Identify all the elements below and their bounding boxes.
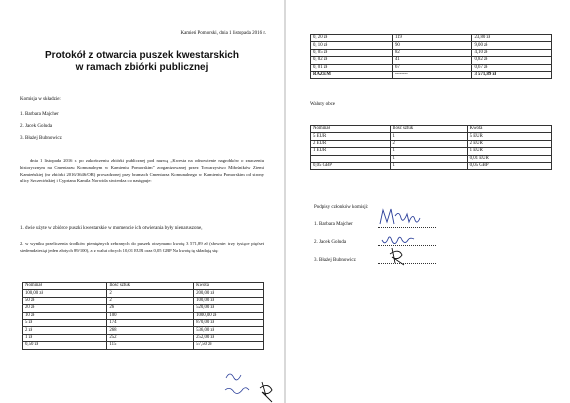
cell: 174 <box>107 319 194 326</box>
cell: 200,00 zł <box>194 290 264 297</box>
cell <box>311 155 391 162</box>
cell: 1 <box>390 155 467 162</box>
intro-paragraph: dnia 1 listopada 2016 r. po zakończeniu zbiórki publicznej pod nazwą „Kwesta na odnowienie nagrobków o znaczeniu historycznym na Cmentarzu Komunalnym w Kamieniu Pomorskim” zorganizowanej przez Towarzystwo Miłośników Ziemi Kamieńskiej (nr zbiórki 2016/3646/OR) prowadzonej przy bramach Cmentarza Komunalnego w Kamieniu Pomorskim od strony ulicy Szczecińskiej i Cypriana Kamila Norwida stwierdza co następuje: <box>20 158 264 184</box>
header-cell: Kwota <box>467 126 551 133</box>
cell: 252,00 zł <box>194 334 264 341</box>
cell: 2 <box>107 297 194 304</box>
cell: 0,05 GBP <box>311 162 391 169</box>
cell: 2 EUR <box>467 140 551 147</box>
table-row <box>23 319 264 326</box>
signature-1 <box>378 206 422 228</box>
table-row <box>311 133 552 140</box>
table-row <box>311 155 552 162</box>
table-row <box>311 42 552 49</box>
table-row <box>311 140 552 147</box>
cell: 26 <box>107 305 194 312</box>
cell: 119 <box>392 35 472 42</box>
cell: 2 <box>390 140 467 147</box>
cell: 57,50 zł <box>194 342 264 349</box>
table-row <box>311 49 552 56</box>
header-cell: Nominał <box>23 283 107 290</box>
cell: 23,80 zł <box>472 35 552 42</box>
cell: 0,50 zł <box>23 342 107 349</box>
table-row <box>23 312 264 319</box>
cell: 5 zł <box>23 319 107 326</box>
table-header-row <box>23 283 264 290</box>
cell: 0, 01 zł <box>311 64 393 71</box>
cell: 5 EUR <box>311 133 391 140</box>
signer-1: 1. Barbara Majcher <box>314 222 353 227</box>
cell: 100 <box>107 312 194 319</box>
currency-table <box>310 125 552 170</box>
cell: -------- <box>392 71 472 78</box>
cell: 3 571,89 zł <box>472 71 552 78</box>
cell: 1000,00 zł <box>194 312 264 319</box>
signatures-heading: Podpisy członków komisji: <box>314 205 369 210</box>
cell: 100,00 zł <box>23 290 107 297</box>
point-1: 1. dwie użyte w zbiórce puszki kwestarskie w momencie ich otwierania były nienaruszone, <box>20 226 203 231</box>
table-row <box>23 305 264 312</box>
total-row <box>311 71 552 78</box>
cell: 20 zł <box>23 305 107 312</box>
cell: 9,00 zł <box>472 42 552 49</box>
point-2: 2. w wyniku przeliczenia środków pieniężnych zebranych do puszek otrzymano kwotę 3 571,89 zł (słownie: trzy tysiące pięćset siedemdziesiąt jeden złotych 89/100), a z walut obcych 10,01 EUR oraz 0,05 GBP Na kwotę tę składają się: <box>20 241 264 253</box>
header-cell: Nominał <box>311 126 391 133</box>
table-row <box>311 64 552 71</box>
signer-3: 3. Błażej Bubnowicz <box>314 258 356 263</box>
cell: 0,05 GBP <box>467 162 551 169</box>
member-2: 2. Jacek Goluda <box>20 124 53 129</box>
cell: 0,82 zł <box>472 57 552 64</box>
member-3: 3. Błażej Bubnowicz <box>20 136 62 141</box>
table-row <box>23 334 264 341</box>
cell: 1 <box>390 148 467 155</box>
cell: 100,00 zł <box>194 297 264 304</box>
cell: 2 zł <box>23 327 107 334</box>
table-row <box>23 290 264 297</box>
cell: 268 <box>107 327 194 334</box>
cell: RAZEM <box>311 71 393 78</box>
cell: 10 zł <box>23 312 107 319</box>
coins-table <box>310 34 552 79</box>
cell: 82 <box>392 49 472 56</box>
table-row <box>23 327 264 334</box>
amounts-table <box>22 282 264 350</box>
cell: 0,67 zł <box>472 64 552 71</box>
cell: 536,00 zł <box>194 327 264 334</box>
committee-heading: Komisja w składzie: <box>20 97 61 102</box>
cell: 2 <box>107 290 194 297</box>
table-row <box>311 35 552 42</box>
cell: 90 <box>392 42 472 49</box>
cell: 50 zł <box>23 297 107 304</box>
table-row <box>311 148 552 155</box>
signer-2: 2. Jacek Goluda <box>314 240 347 245</box>
cell: 0, 10 zł <box>311 42 393 49</box>
cell: 520,00 zł <box>194 305 264 312</box>
table-row <box>311 57 552 64</box>
table-row <box>311 162 552 169</box>
cell: 1 <box>390 162 467 169</box>
table-header-row <box>311 126 552 133</box>
cell: 0, 02 zł <box>311 57 393 64</box>
currency-heading: Waluty obce <box>310 102 336 107</box>
cell: 41 <box>392 57 472 64</box>
cell: 870,00 zł <box>194 319 264 326</box>
cell: 0, 20 zł <box>311 35 393 42</box>
left-page <box>0 0 284 403</box>
table-row <box>23 297 264 304</box>
title-line-1: Protokół z otwarcia puszek kwestarskich <box>45 50 239 61</box>
header-cell: Ilość sztuk <box>390 126 467 133</box>
cell: 1 EUR <box>467 148 551 155</box>
cell: 115 <box>107 342 194 349</box>
member-1: 1. Barbara Majcher <box>20 112 59 117</box>
cell: 1 <box>390 133 467 140</box>
header-cell: Ilość sztuk <box>107 283 194 290</box>
right-page <box>286 0 570 403</box>
title-line-2: w ramach zbiórki publicznej <box>75 62 209 73</box>
cell: 1 zł <box>23 334 107 341</box>
cell: 67 <box>392 64 472 71</box>
cell: 1 EUR <box>311 148 391 155</box>
table-row <box>23 342 264 349</box>
cell: 5 EUR <box>467 133 551 140</box>
initials-signature <box>222 368 282 402</box>
signature-3 <box>386 246 410 266</box>
cell: 0, 05 zł <box>311 49 393 56</box>
document-title <box>0 50 284 74</box>
cell: 0,01 EUR <box>467 155 551 162</box>
cell: 2 EUR <box>311 140 391 147</box>
place-date: Kamień Pomorski, dnia 1 listopada 2016 r. <box>180 31 266 36</box>
header-cell: Kwota <box>194 283 264 290</box>
cell: 252 <box>107 334 194 341</box>
cell: 4,10 zł <box>472 49 552 56</box>
